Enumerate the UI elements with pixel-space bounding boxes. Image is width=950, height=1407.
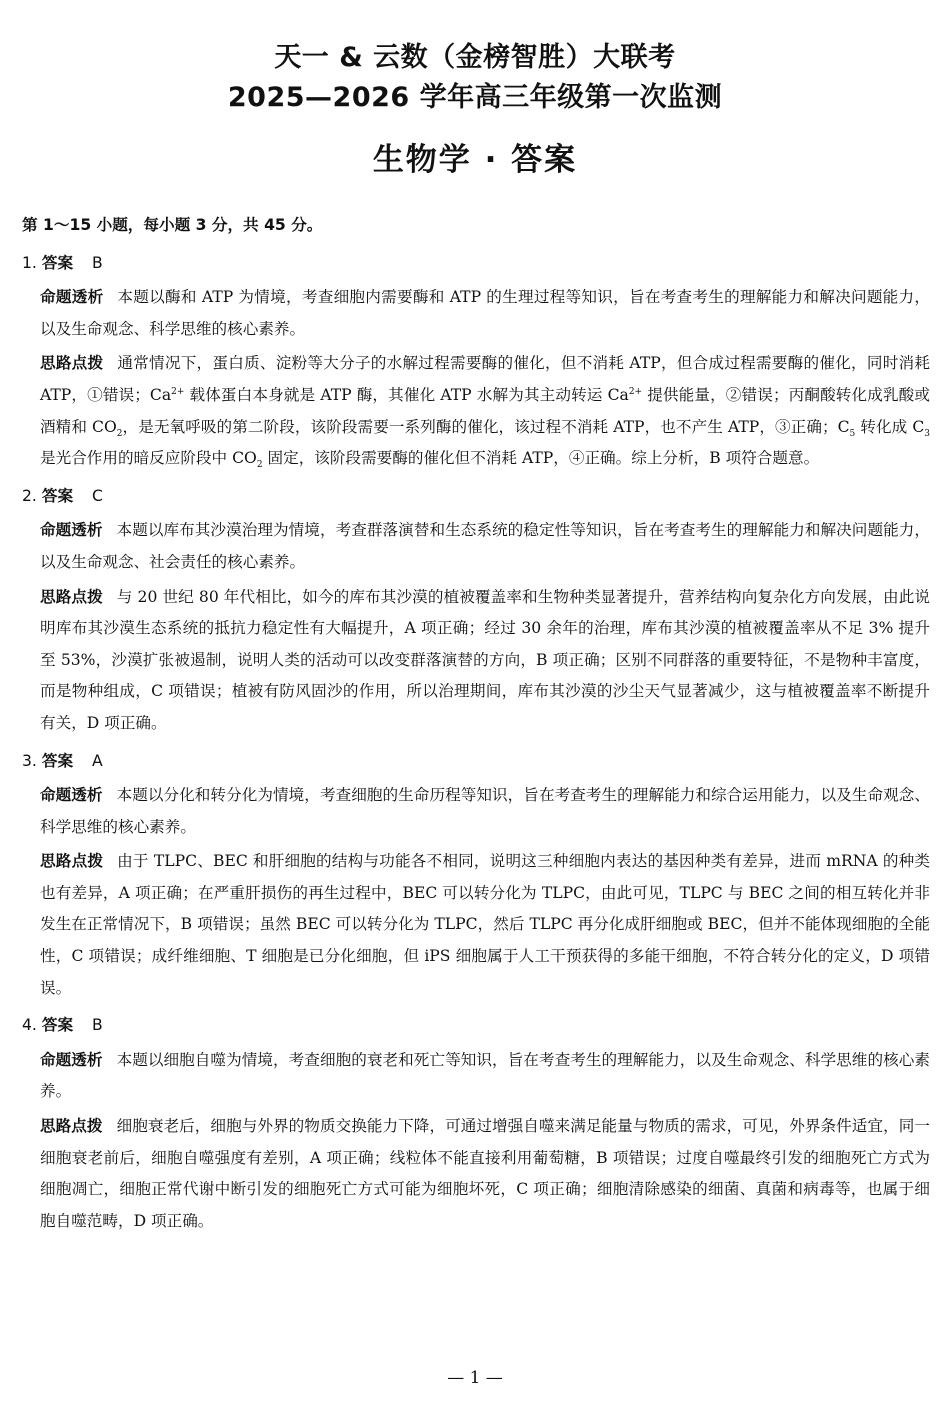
hint-paragraph: [22, 1111, 930, 1237]
hint-text: 通常情况下，蛋白质、淀粉等大分子的水解过程需要酶的催化，但不消耗 ATP，但合成过程需要酶的催化，同时消耗 ATP，①错误；Ca: [40, 354, 930, 404]
subject-title: 生物学 · 答案: [372, 142, 578, 178]
question-number: 3.: [22, 751, 37, 770]
hint-paragraph: [22, 846, 930, 1004]
hint-label: 思路点拨: [40, 852, 104, 871]
analysis-paragraph: [22, 780, 930, 843]
answer-label: 答案: [41, 253, 74, 272]
hint-text: 细胞衰老后，细胞与外界的物质交换能力下降，可通过增强自噬来满足能量与物质的需求，可见，外界条件适宜，同一细胞衰老前后，细胞自噬强度有差别，A 项正确；线粒体不能直接利用葡萄糖，B 项错误；过度自噬最终引发的细胞死亡方式为细胞凋亡，细胞正常代谢中断引发的细胞死亡方式可能为细胞坏死，C 项正确；细胞清除感染的细菌、真菌和病毒等，也属于细胞自噬范畴，D 项正确。: [40, 1117, 930, 1230]
question-header: [22, 481, 930, 513]
question-4: [22, 1010, 930, 1237]
hint-paragraph: [22, 582, 930, 740]
question-number: 2.: [22, 486, 37, 505]
hint-text: 转化成 C: [855, 417, 925, 436]
subscript: 2: [116, 428, 123, 439]
question-header: [22, 248, 930, 280]
analysis-text: 本题以酶和 ATP 为情境，考查细胞内需要酶和 ATP 的生理过程等知识，旨在考查考生的理解能力和解决问题能力，以及生命观念、科学思维的核心素养。: [40, 288, 930, 338]
superscript: 2+: [628, 386, 643, 397]
section-intro: 第 1～15 小题，每小题 3 分，共 45 分。: [22, 216, 323, 234]
analysis-label: 命题透析: [40, 786, 103, 805]
question-3: [22, 746, 930, 1005]
answer-value: B: [92, 1016, 103, 1035]
hint-text: ，是无氧呼吸的第二阶段，该阶段需要一系列酶的催化，该过程不消耗 ATP，也不产生 ATP，③正确；C: [122, 417, 850, 436]
hint-label: 思路点拨: [40, 587, 103, 606]
analysis-paragraph: [22, 282, 930, 345]
hint-text: 载体蛋白本身就是 ATP 酶，其催化 ATP 水解为其主动转运 Ca: [184, 385, 629, 404]
answer-label: 答案: [41, 751, 74, 770]
page-number: — 1 —: [447, 1368, 503, 1388]
subscript: 3: [924, 428, 930, 439]
answer-label: 答案: [41, 1016, 74, 1035]
question-header: [22, 1010, 930, 1042]
hint-text: 是光合作用的暗反应阶段中 CO: [40, 449, 257, 468]
hint-label: 思路点拨: [40, 1117, 103, 1136]
analysis-text: 本题以库布其沙漠治理为情境，考查群落演替和生态系统的稳定性等知识，旨在考查考生的理解能力和解决问题能力，以及生命观念、社会责任的核心素养。: [40, 521, 930, 571]
subscript: 5: [849, 428, 856, 439]
superscript: 2+: [171, 386, 185, 397]
hint-text: 提供能量，②错误；丙酮酸转化成乳酸或酒精和 CO: [40, 385, 930, 436]
analysis-label: 命题透析: [40, 288, 104, 307]
question-2: [22, 481, 930, 740]
analysis-label: 命题透析: [40, 1050, 103, 1069]
question-number: 4.: [22, 1016, 37, 1035]
hint-text: 固定，该阶段需要酶的催化但不消耗 ATP，④正确。综上分析，B 项符合题意。: [262, 449, 820, 468]
question-number: 1.: [22, 253, 37, 272]
question-1: [22, 248, 930, 475]
answer-value: B: [92, 253, 103, 272]
subscript: 2: [256, 460, 263, 471]
hint-text: 与 20 世纪 80 年代相比，如今的库布其沙漠的植被覆盖率和生物种类显著提升，营养结构向复杂化方向发展，由此说明库布其沙漠生态系统的抵抗力稳定性有大幅提升，A 项正确；经过 30 余年的治理，库布其沙漠的植被覆盖率从不足 3% 提升至 53%，沙漠扩张被遏制，说明人类的活动可以改变群落演替的方向，B 项正确；区别不同群落的重要特征，不是物种丰富度，而是物种组成，C 项错误；植被有防风固沙的作用，所以治理期间，库布其沙漠的沙尘天气显著减少，这与植被覆盖率不断提升有关，D 项正确。: [40, 587, 930, 732]
analysis-text: 本题以分化和转分化为情境，考查细胞的生命历程等知识，旨在考查考生的理解能力和综合运用能力，以及生命观念、科学思维的核心素养。: [40, 786, 930, 836]
document-header: [0, 38, 950, 182]
hint-text: 由于 TLPC、BEC 和肝细胞的结构与功能各不相同，说明这三种细胞内表达的基因种类有差异，进而 mRNA 的种类也有差异，A 项正确；在严重肝损伤的再生过程中，BEC 可以转分化为 TLPC，由此可见，TLPC 与 BEC 之间的相互转化并非发生在正常情况下，B 项错误；虽然 BEC 可以转分化为 TLPC，然后 TLPC 再分化成肝细胞或 BEC，但并不能体现细胞的全能性，C 项错误；成纤维细胞、T 细胞是已分化细胞，但 iPS 细胞属于人工干预获得的多能干细胞，不符合转分化的定义，D 项错误。: [40, 852, 930, 997]
answer-content: [22, 210, 930, 1237]
exam-subtitle: 2025—2026 学年高三年级第一次监测: [227, 82, 723, 113]
hint-paragraph: [22, 348, 930, 474]
analysis-text: 本题以细胞自噬为情境，考查细胞的衰老和死亡等知识，旨在考查考生的理解能力，以及生命观念、科学思维的核心素养。: [40, 1050, 930, 1101]
answer-value: C: [92, 486, 103, 505]
exam-title: 天一 & 云数（金榜智胜）大联考: [274, 42, 676, 73]
analysis-paragraph: [22, 515, 930, 578]
answer-label: 答案: [41, 486, 74, 505]
analysis-paragraph: [22, 1045, 930, 1108]
answer-value: A: [92, 751, 103, 770]
question-header: [22, 746, 930, 778]
analysis-label: 命题透析: [40, 521, 103, 540]
hint-label: 思路点拨: [40, 354, 104, 373]
